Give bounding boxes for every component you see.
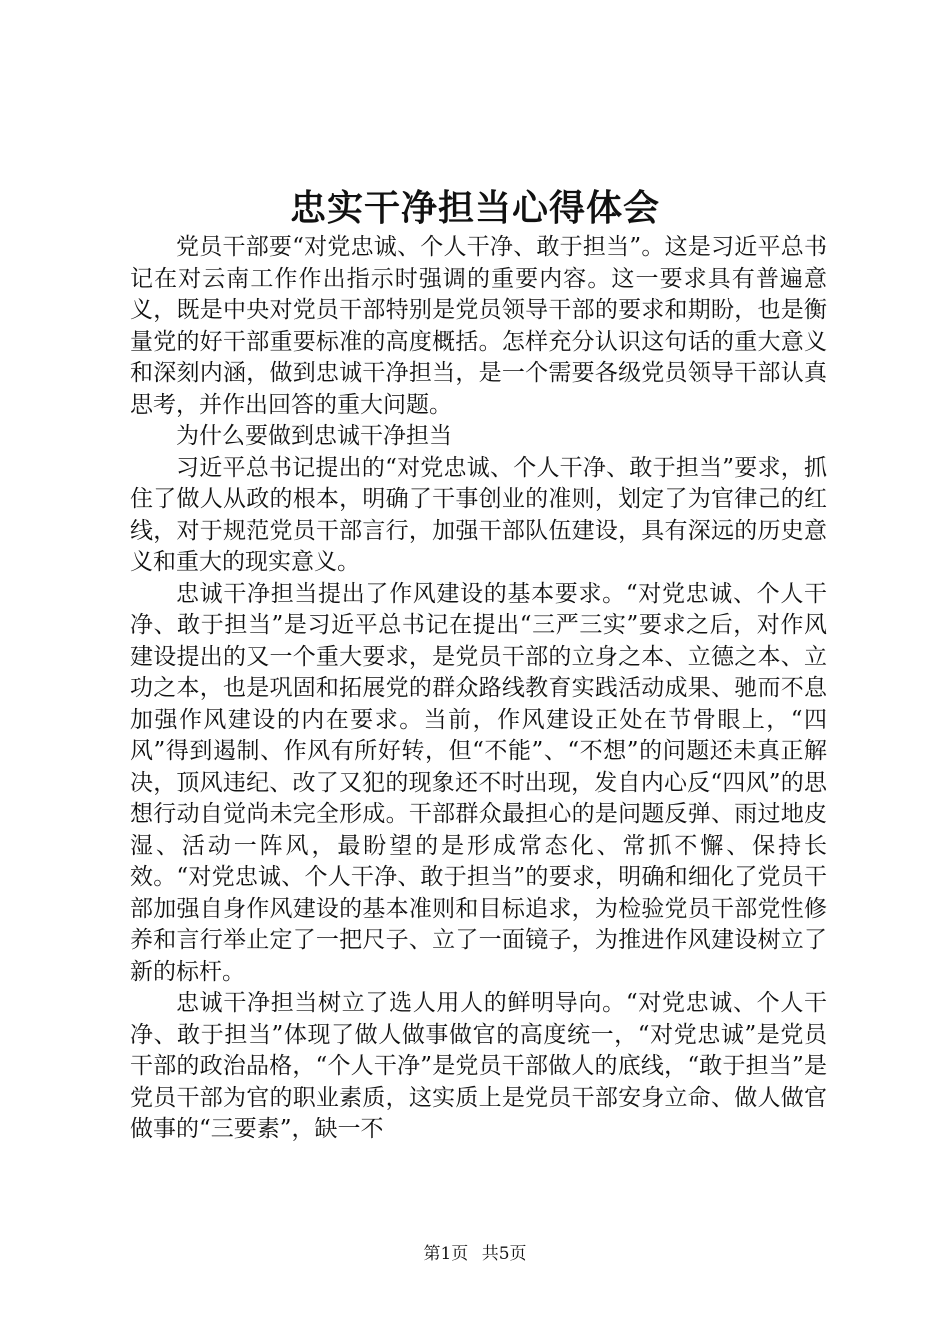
page-number: 第1页 <box>423 1244 469 1264</box>
document-body <box>130 232 827 1146</box>
paragraph-intro: 党员干部要“对党忠诚、个人干净、敢于担当”。这是习近平总书记在对云南工作作出指示时强调的重要内容。这一要求具有普遍意义，既是中央对党员干部特别是党员领导干部的要求和期盼，也是衡量党的好干部重要标准的高度概括。怎样充分认识这句话的重大意义和深刻内涵，做到忠诚干净担当，是一个需要各级党员领导干部认真思考，并作出回答的重大问题。 <box>130 234 827 418</box>
paragraph-selection-guidance: 忠诚干净担当树立了选人用人的鲜明导向。“对党忠诚、个人干净、敢于担当”体现了做人做事做官的高度统一，“对党忠诚”是党员干部的政治品格，“个人干净”是党员干部做人的底线，“敢于担当”是党员干部为官的职业素质，这实质上是党员干部安身立命、做人做官做事的“三要素”，缺一不 <box>130 990 827 1142</box>
paragraph-requirement: 习近平总书记提出的“对党忠诚、个人干净、敢于担当”要求，抓住了做人从政的根本，明确了干事创业的准则，划定了为官律己的红线，对于规范党员干部言行，加强干部队伍建设，具有深远的历史意义和重大的现实意义。 <box>130 454 827 575</box>
page-footer <box>0 1242 950 1266</box>
document-title: 忠实干净担当心得体会 <box>289 187 660 229</box>
section-heading: 为什么要做到忠诚干净担当 <box>176 423 452 449</box>
paragraph-style-building: 忠诚干净担当提出了作风建设的基本要求。“对党忠诚、个人干净、敢于担当”是习近平总书记在提出“三严三实”要求之后，对作风建设提出的又一个重大要求，是党员干部的立身之本、立德之本、立功之本，也是巩固和拓展党的群众路线教育实践活动成果、驰而不息加强作风建设的内在要求。当前，作风建设正处在节骨眼上，“四风”得到遏制、作风有所好转，但“不能”、“不想”的问题还未真正解决，顶风违纪、改了又犯的现象还不时出现，发自内心反“四风”的思想行动自觉尚未完全形成。干部群众最担心的是问题反弹、雨过地皮湿、活动一阵风，最盼望的是形成常态化、常抓不懈、保持长效。“对党忠诚、个人干净、敢于担当”的要求，明确和细化了党员干部加强自身作风建设的基本准则和目标追求，为检验党员干部党性修养和言行举止定了一把尺子、立了一面镜子，为推进作风建设树立了新的标杆。 <box>130 580 827 985</box>
page-total: 共5页 <box>481 1244 527 1264</box>
